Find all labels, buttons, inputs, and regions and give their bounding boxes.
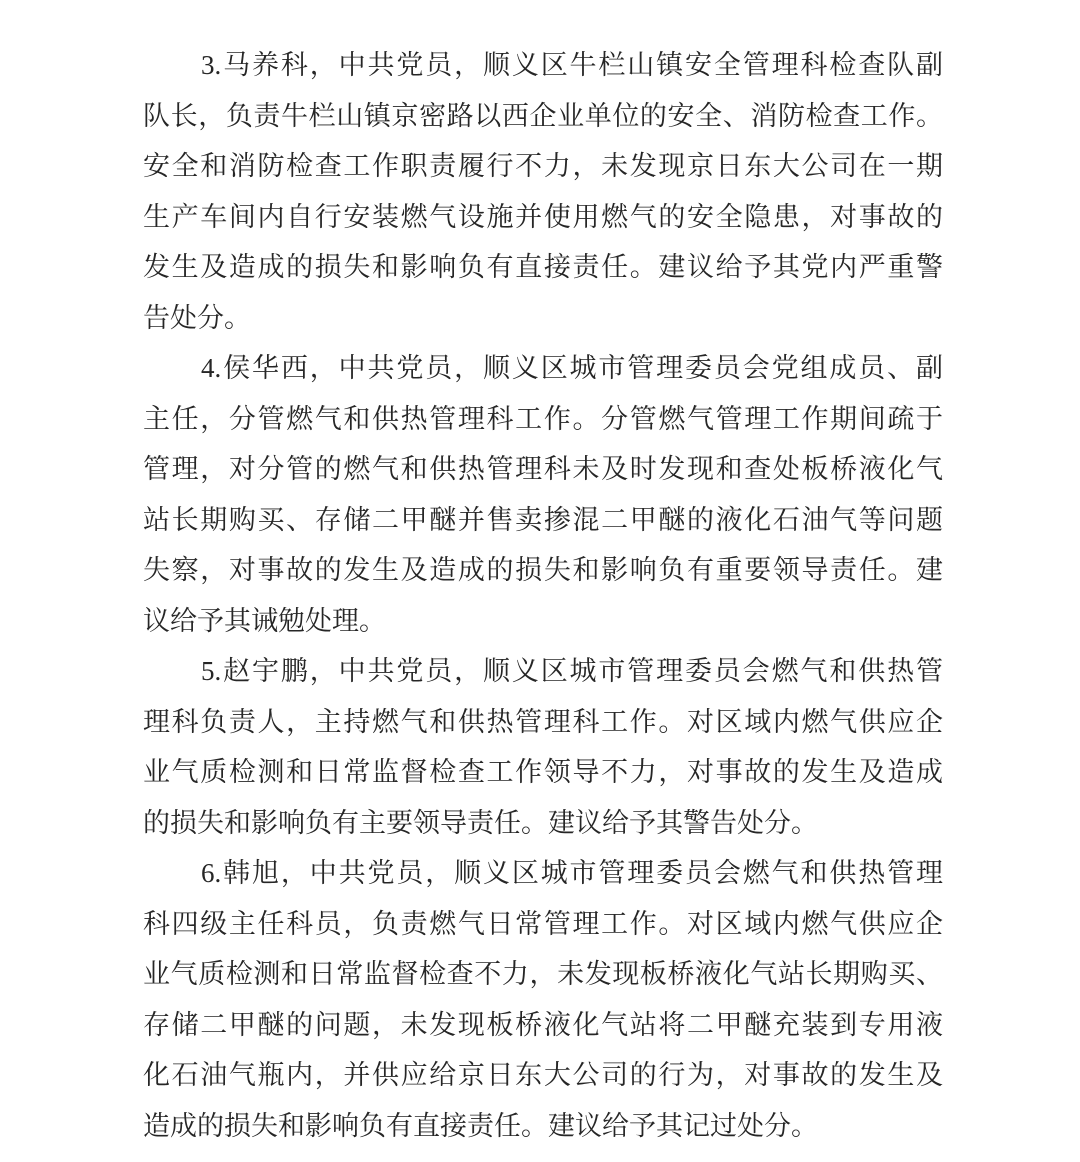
paragraph-item-4 xyxy=(143,343,943,646)
text-line: 告处分。 xyxy=(143,302,251,333)
text-line: 6.韩旭，中共党员，顺义区城市管理委员会燃气和供热管理 xyxy=(201,858,943,888)
text-line: 队长，负责牛栏山镇京密路以西企业单位的安全、消防检查工作。 xyxy=(143,100,943,131)
text-line: 的损失和影响负有主要领导责任。建议给予其警告处分。 xyxy=(143,807,818,838)
text-line: 安全和消防检查工作职责履行不力，未发现京日东大公司在一期 xyxy=(143,151,943,181)
text-line: 3.马养科，中共党员，顺义区牛栏山镇安全管理科检查队副 xyxy=(201,50,943,80)
text-line: 5.赵宇鹏，中共党员，顺义区城市管理委员会燃气和供热管 xyxy=(201,656,943,686)
paragraph-item-5 xyxy=(143,646,943,848)
text-line: 业气质检测和日常监督检查不力，未发现板桥液化气站长期购买、 xyxy=(143,959,943,989)
text-line: 存储二甲醚的问题，未发现板桥液化气站将二甲醚充装到专用液 xyxy=(143,1009,943,1040)
text-line: 理科负责人，主持燃气和供热管理科工作。对区域内燃气供应企 xyxy=(143,706,943,737)
paragraph-item-6 xyxy=(143,848,943,1151)
text-line: 业气质检测和日常监督检查工作领导不力，对事故的发生及造成 xyxy=(143,757,943,787)
text-line: 主任，分管燃气和供热管理科工作。分管燃气管理工作期间疏于 xyxy=(143,403,943,434)
text-line: 科四级主任科员，负责燃气日常管理工作。对区域内燃气供应企 xyxy=(143,908,943,939)
text-line: 管理，对分管的燃气和供热管理科未及时发现和查处板桥液化气 xyxy=(143,454,943,484)
text-line: 造成的损失和影响负有直接责任。建议给予其记过处分。 xyxy=(143,1110,818,1141)
text-line: 失察，对事故的发生及造成的损失和影响负有重要领导责任。建 xyxy=(143,555,943,585)
text-line: 生产车间内自行安装燃气设施并使用燃气的安全隐患，对事故的 xyxy=(143,201,943,232)
text-line: 议给予其诫勉处理。 xyxy=(143,605,386,636)
text-line: 发生及造成的损失和影响负有直接责任。建议给予其党内严重警 xyxy=(143,252,943,282)
paragraph-item-3 xyxy=(143,40,943,343)
text-line: 站长期购买、存储二甲醚并售卖掺混二甲醚的液化石油气等问题 xyxy=(143,504,943,535)
text-line: 4.侯华西，中共党员，顺义区城市管理委员会党组成员、副 xyxy=(201,353,943,383)
text-line: 化石油气瓶内，并供应给京日东大公司的行为，对事故的发生及 xyxy=(143,1060,943,1090)
